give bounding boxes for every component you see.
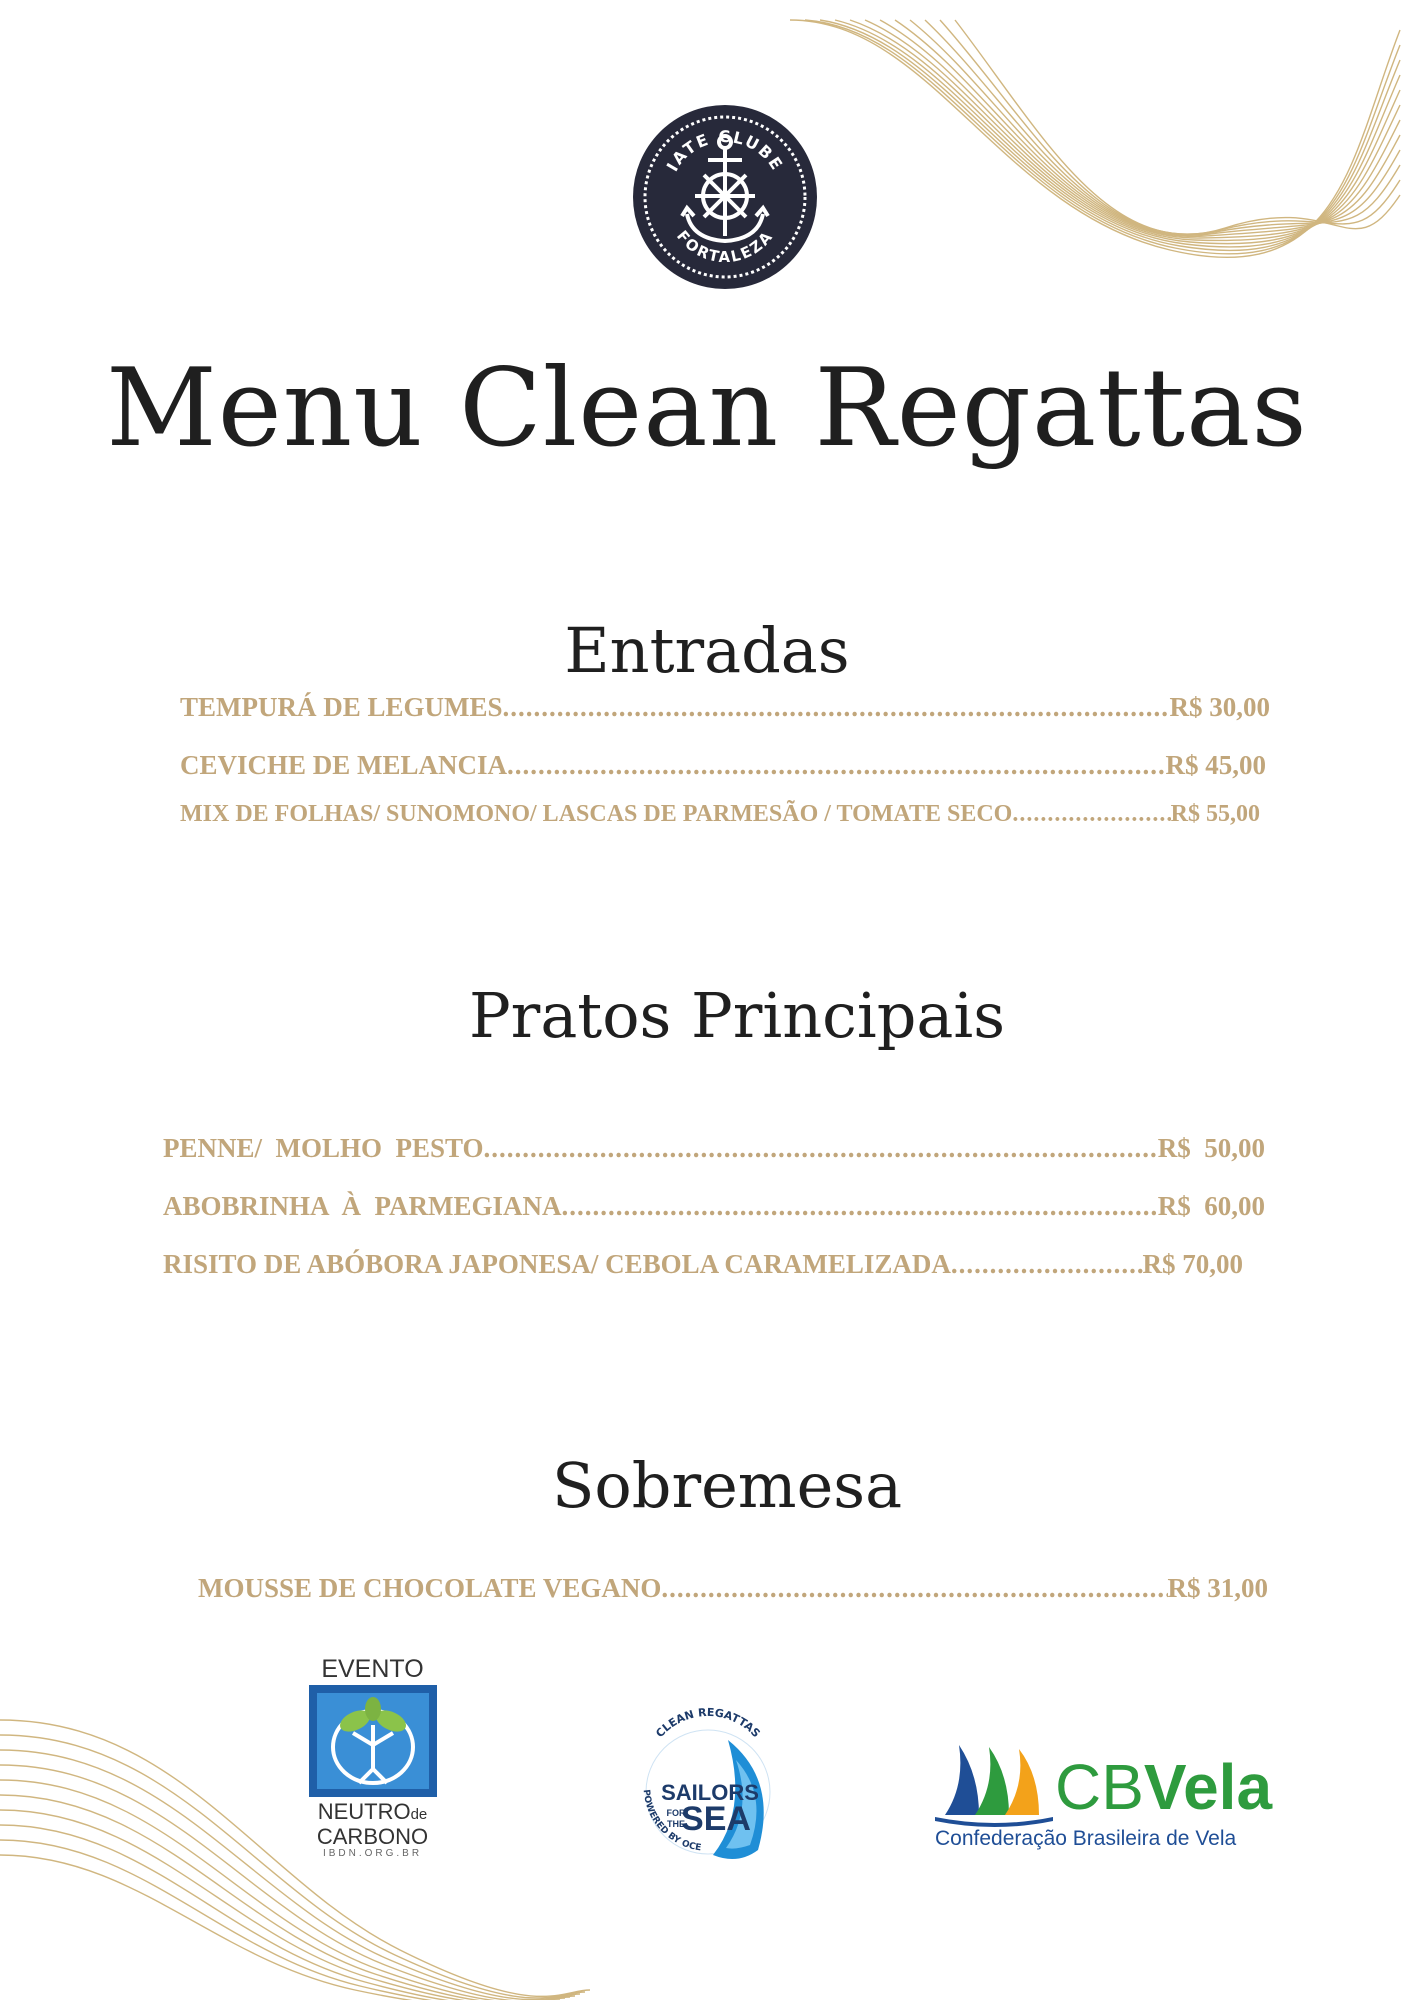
menu-item-price: R$ 31,00 [1167,1573,1268,1603]
menu-item-name: RISITO DE ABÓBORA JAPONESA/ CEBOLA CARAMELIZADA [163,1249,951,1279]
sailors-for-the-sea-logo [618,1700,798,1880]
menu-item-name: ABOBRINHA À PARMEGIANA [163,1191,562,1221]
sailors-logo-powered-text: POWERED BY OCE [640,1789,702,1854]
iate-clube-logo [632,104,818,290]
leader-dots [507,752,1165,779]
leader-dots [951,1251,1143,1278]
cbvela-vela-text: Vela [1143,1751,1273,1823]
section-title-pratos-principais: Pratos Principais [468,979,1006,1052]
section-title-entradas: Entradas [564,614,850,687]
menu-item-price: R$ 45,00 [1165,750,1266,780]
menu-item-price: R$ 55,00 [1170,801,1260,827]
menu-item-price: R$ 60,00 [1157,1191,1265,1221]
menu-item-price: R$ 70,00 [1142,1249,1243,1279]
sailors-logo-for: FOR [666,1808,686,1818]
section-title-sobremesa: Sobremesa [551,1449,903,1522]
menu-item [180,752,1266,779]
evento-logo-top-text: EVENTO [321,1655,424,1683]
evento-logo-carbono-text: CARBONO [316,1824,429,1849]
menu-item [198,1575,1268,1602]
club-logo-text-bottom: FORTALEZA [673,226,777,267]
page-title: Menu Clean Regattas [106,346,1308,471]
sailors-logo-line1: SAILORS [661,1780,759,1805]
leader-dots [562,1193,1158,1220]
menu-item [163,1193,1265,1220]
sailors-logo-sea: SEA [681,1800,751,1838]
menu-item-name: TEMPURÁ DE LEGUMES [180,692,503,722]
evento-logo-neutro-text: NEUTRO [317,1799,411,1824]
menu-item-name: CEVICHE DE MELANCIA [180,750,508,780]
menu-item-name: PENNE/ MOLHO PESTO [163,1133,484,1163]
menu-item [180,802,1260,826]
menu-item [163,1135,1265,1162]
menu-item-name: MIX DE FOLHAS/ SUNOMONO/ LASCAS DE PARMESÃO / TOMATE SECO [180,801,1013,827]
menu-item [163,1251,1243,1278]
sailors-logo-the: THE [667,1819,685,1829]
leader-dots [503,694,1170,721]
leader-dots [661,1575,1167,1602]
menu-item [180,694,1270,721]
evento-neutro-carbono-logo [300,1655,445,1870]
cbvela-cb-text: CB [1055,1751,1144,1823]
sails-icon [935,1735,1055,1830]
cbvela-logo [935,1735,1275,1855]
menu-item-name: MOUSSE DE CHOCOLATE VEGANO [198,1573,662,1603]
club-logo-text-top: IATE CLUBE [662,126,788,175]
leader-dots [1012,802,1170,826]
evento-logo-url-text: IBDN.ORG.BR [322,1848,423,1859]
evento-logo-de-text: de [410,1806,428,1823]
menu-item-price: R$ 30,00 [1169,692,1270,722]
menu-item-price: R$ 50,00 [1157,1133,1265,1163]
cbvela-subtitle: Confederação Brasileira de Vela [935,1827,1237,1850]
sailors-logo-arc-text: CLEAN REGATTAS [653,1705,763,1741]
leader-dots [484,1135,1158,1162]
gold-waves-top-decoration [780,10,1414,300]
tree-person-icon [309,1685,437,1797]
